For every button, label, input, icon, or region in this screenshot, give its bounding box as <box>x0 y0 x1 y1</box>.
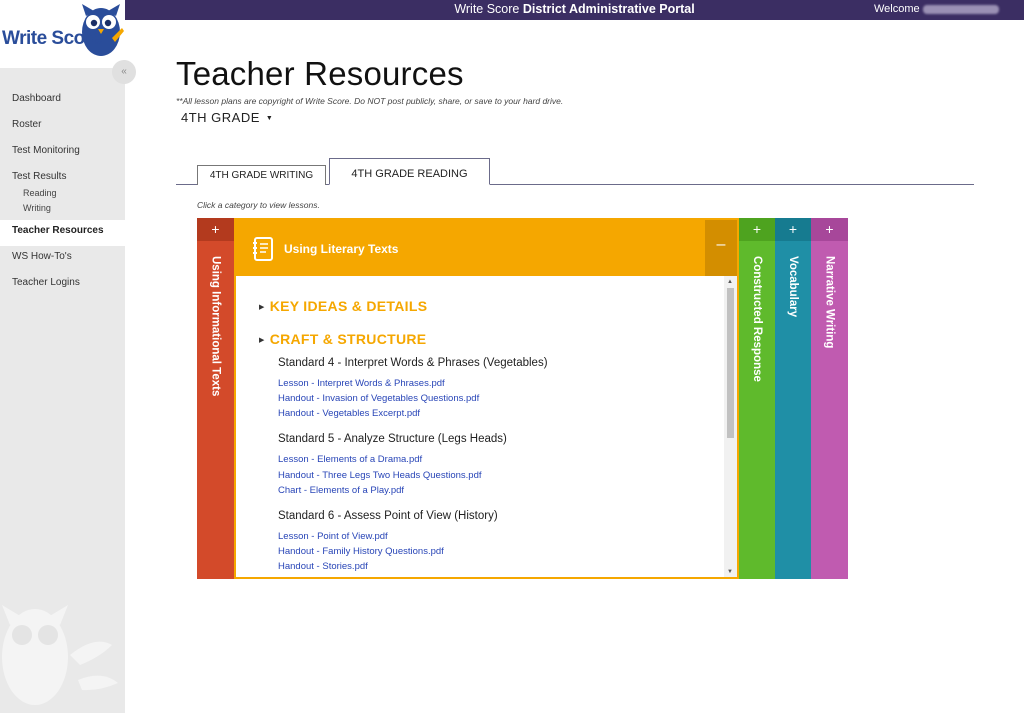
redacted-username <box>923 5 999 14</box>
section-key-ideas[interactable] <box>259 298 427 314</box>
expand-vocabulary-button[interactable]: + <box>775 218 811 241</box>
sidebar-nav <box>0 88 125 298</box>
section-craft-structure[interactable] <box>259 331 426 347</box>
category-narrative-writing[interactable] <box>811 218 848 579</box>
triangle-right-icon: ▶ <box>259 304 265 312</box>
collapse-sidebar-button[interactable]: « <box>112 60 136 84</box>
expand-constructed-button[interactable]: + <box>739 218 775 241</box>
sidebar <box>0 0 125 713</box>
portal-title-prefix: Write Score <box>454 2 520 16</box>
grade-selected-value: 4TH GRADE <box>181 110 260 125</box>
page-title: Teacher Resources <box>176 55 464 92</box>
file-link[interactable]: Handout - Stories.pdf <box>278 561 368 572</box>
tab-4th-grade-writing[interactable]: 4TH GRADE WRITING <box>197 165 326 185</box>
scrollbar-thumb[interactable] <box>727 288 734 438</box>
sidebar-item-ws-how-tos[interactable]: WS How-To's <box>12 251 72 262</box>
caret-down-icon: ▼ <box>265 115 274 123</box>
standard-title: Standard 6 - Assess Point of View (History) <box>278 510 498 522</box>
sidebar-item-roster[interactable]: Roster <box>12 119 42 130</box>
scroll-up-icon[interactable]: ▲ <box>727 279 733 285</box>
category-constructed-response[interactable] <box>739 218 775 579</box>
content-scrollbar[interactable] <box>724 276 737 577</box>
standard-title: Standard 5 - Analyze Structure (Legs Heads) <box>278 433 507 445</box>
literary-header[interactable] <box>236 220 705 276</box>
top-bar <box>125 0 1024 20</box>
standard-title: Standard 4 - Interpret Words & Phrases (Vegetables) <box>278 357 548 369</box>
category-label: Vocabulary <box>787 256 799 318</box>
logo-area[interactable] <box>0 0 125 68</box>
sidebar-subitem-writing[interactable]: Writing <box>23 203 51 213</box>
category-vocabulary[interactable] <box>775 218 811 579</box>
file-link[interactable]: Handout - Invasion of Vegetables Questions.pdf <box>278 393 480 404</box>
sidebar-item-test-monitoring[interactable]: Test Monitoring <box>12 145 80 156</box>
sidebar-item-dashboard[interactable]: Dashboard <box>12 93 61 104</box>
category-literary-texts-panel <box>234 218 739 579</box>
file-link[interactable]: Lesson - Point of View.pdf <box>278 531 388 542</box>
welcome-label: Welcome <box>874 3 920 15</box>
sidebar-item-teacher-logins[interactable]: Teacher Logins <box>12 277 80 288</box>
triangle-right-icon: ▶ <box>259 337 265 345</box>
notebook-icon <box>250 236 276 262</box>
copyright-note: **All lesson plans are copyright of Write Score. Do NOT post publicly, share, or save to your hard drive. <box>176 96 564 106</box>
category-hint: Click a category to view lessons. <box>197 200 320 210</box>
section-key-ideas-label: KEY IDEAS & DETAILS <box>269 298 428 314</box>
file-link[interactable]: Lesson - Interpret Words & Phrases.pdf <box>278 378 445 389</box>
file-link[interactable]: Lesson - Elements of a Drama.pdf <box>278 454 423 465</box>
collapse-literary-button[interactable]: – <box>705 220 737 276</box>
file-link[interactable]: Chart - Elements of a Play.pdf <box>278 485 405 496</box>
category-label: Using Informational Texts <box>209 256 222 397</box>
tab-4th-grade-reading[interactable]: 4TH GRADE READING <box>329 158 490 185</box>
sidebar-item-test-results[interactable]: Test Results <box>12 171 67 182</box>
category-label: Constructed Response <box>751 256 763 382</box>
section-craft-structure-label: CRAFT & STRUCTURE <box>269 331 427 347</box>
welcome-user[interactable] <box>874 3 1024 15</box>
file-link[interactable]: Handout - Family History Questions.pdf <box>278 546 444 557</box>
expand-informational-button[interactable]: + <box>197 218 234 241</box>
category-informational-texts[interactable] <box>197 218 234 579</box>
portal-title-bold: District Administrative Portal <box>522 2 695 16</box>
owl-watermark-icon <box>0 595 125 713</box>
literary-lesson-list[interactable] <box>236 276 724 577</box>
sidebar-item-teacher-resources[interactable]: Teacher Resources <box>0 220 125 246</box>
file-link[interactable]: Handout - Vegetables Excerpt.pdf <box>278 408 421 419</box>
file-link[interactable]: Handout - Three Legs Two Heads Questions.pdf <box>278 470 482 481</box>
category-label: Narrative Writing <box>823 256 836 349</box>
literary-title: Using Literary Texts <box>284 242 399 256</box>
sidebar-subitem-reading[interactable]: Reading <box>23 188 57 198</box>
expand-narrative-button[interactable]: + <box>811 218 848 241</box>
scroll-down-icon[interactable]: ▼ <box>727 569 733 575</box>
logo-text: Write Score <box>2 28 102 49</box>
grade-dropdown[interactable] <box>181 110 273 125</box>
